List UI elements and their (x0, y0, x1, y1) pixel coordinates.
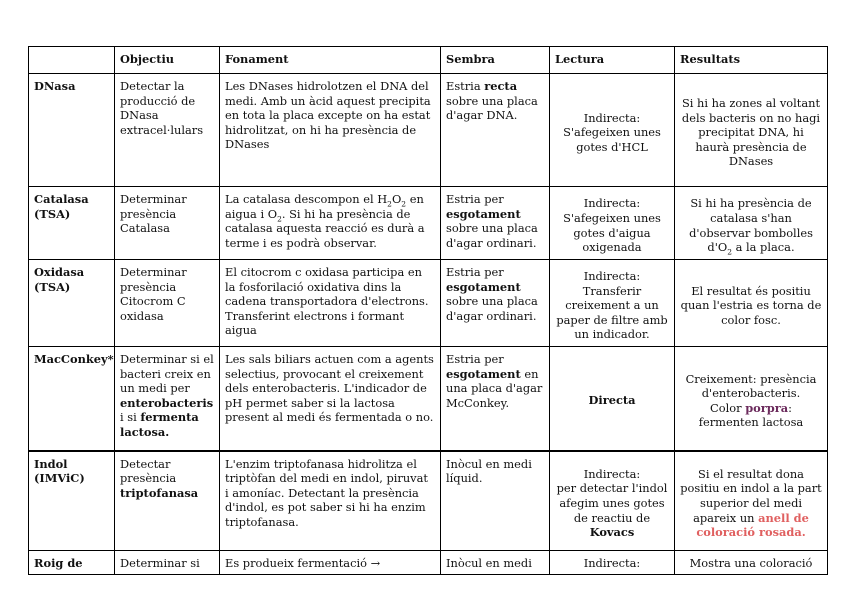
objectiu-cell: Determinar si el bacteri creix en un medi per enterobacteris i si fermenta lactosa. (115, 347, 220, 451)
resultats-cell: Mostra una coloració (675, 551, 828, 575)
lectura-cell: Indirecta: per detectar l'indol afegim unes gotes de reactiu de Kovacs (550, 451, 675, 551)
objectiu-cell: Determinar si (115, 551, 220, 575)
fonament-cell: El citocrom c oxidasa participa en la fosforilació oxidativa dins la cadena transportadora d'electrons. Transferint electrons i formant aigua (220, 260, 441, 347)
table-row (29, 74, 828, 187)
table-row (29, 260, 828, 347)
objectiu-cell: Determinar presència Catalasa (115, 187, 220, 260)
header-resultats: Resultats (675, 47, 828, 74)
sembra-cell: Inòcul en medi líquid. (441, 451, 550, 551)
header-sembra: Sembra (441, 47, 550, 74)
objectiu-cell: Determinar presència Citocrom C oxidasa (115, 260, 220, 347)
table-row (29, 187, 828, 260)
test-name: Indol (IMViC) (29, 451, 115, 551)
header-fonament: Fonament (220, 47, 441, 74)
lectura-cell: Indirecta: (550, 551, 675, 575)
lectura-cell: Indirecta: S'afegeixen unes gotes d'HCL (550, 74, 675, 187)
fonament-cell: La catalasa descompon el $H_2O_2$ en aigua i $O_2$. Si hi ha presència de catalasa aquesta reacció es durà a terme i es podrà observar. (220, 187, 441, 260)
resultats-cell: Si hi ha presència de catalasa s'han d'observar bombolles $d'O_2$ a la placa. (675, 187, 828, 260)
objectiu-cell: Detectar la producció de DNasa extracel·lulars (115, 74, 220, 187)
test-name: MacConkey* (29, 347, 115, 451)
lectura-cell: Indirecta: Transferir creixement a un paper de filtre amb un indicador. (550, 260, 675, 347)
header-lectura: Lectura (550, 47, 675, 74)
sembra-cell: Estria per esgotament sobre una placa d'agar ordinari. (441, 187, 550, 260)
resultats-cell: Si el resultat dona positiu en indol a la part superior del medi apareix un anell de coloració rosada. (675, 451, 828, 551)
test-name: Catalasa (TSA) (29, 187, 115, 260)
header-empty (29, 47, 115, 74)
header-row (29, 47, 828, 74)
sembra-cell: Estria per esgotament sobre una placa d'agar ordinari. (441, 260, 550, 347)
test-name: DNasa (29, 74, 115, 187)
fonament-cell: Les DNases hidrolotzen el DNA del medi. Amb un àcid aquest precipita en tota la placa excepte on ha estat hidrolitzat, on hi ha presència de DNases (220, 74, 441, 187)
test-name: Roig de (29, 551, 115, 575)
resultats-cell: Creixement: presència d'enterobacteris. Color porpra: fermenten lactosa (675, 347, 828, 451)
header-objectiu: Objectiu (115, 47, 220, 74)
lectura-cell: Directa (550, 347, 675, 451)
resultats-cell: Si hi ha zones al voltant dels bacteris on no hagi precipitat DNA, hi haurà presència de DNases (675, 74, 828, 187)
fonament-cell: Les sals biliars actuen com a agents selectius, provocant el creixement dels enterobacteris. L'indicador de pH permet saber si la lactosa present al medi és fermentada o no. (220, 347, 441, 451)
table-row (29, 347, 828, 451)
table-row (29, 551, 828, 575)
table-row (29, 451, 828, 551)
sembra-cell: Estria per esgotament en una placa d'agar McConkey. (441, 347, 550, 451)
fonament-cell: Es produeix fermentació → (220, 551, 441, 575)
resultats-cell: El resultat és positiu quan l'estria es torna de color fosc. (675, 260, 828, 347)
sembra-cell: Inòcul en medi (441, 551, 550, 575)
sembra-cell: Estria recta sobre una placa d'agar DNA. (441, 74, 550, 187)
test-name: Oxidasa (TSA) (29, 260, 115, 347)
fonament-cell: L'enzim triptofanasa hidrolitza el triptòfan del medi en indol, piruvat i amoníac. Detectant la presència d'indol, es pot saber si hi ha enzim triptofanasa. (220, 451, 441, 551)
lectura-cell: Indirecta: S'afegeixen unes gotes d'aigua oxigenada (550, 187, 675, 260)
tests-table (28, 46, 828, 575)
objectiu-cell: Detectar presència triptofanasa (115, 451, 220, 551)
